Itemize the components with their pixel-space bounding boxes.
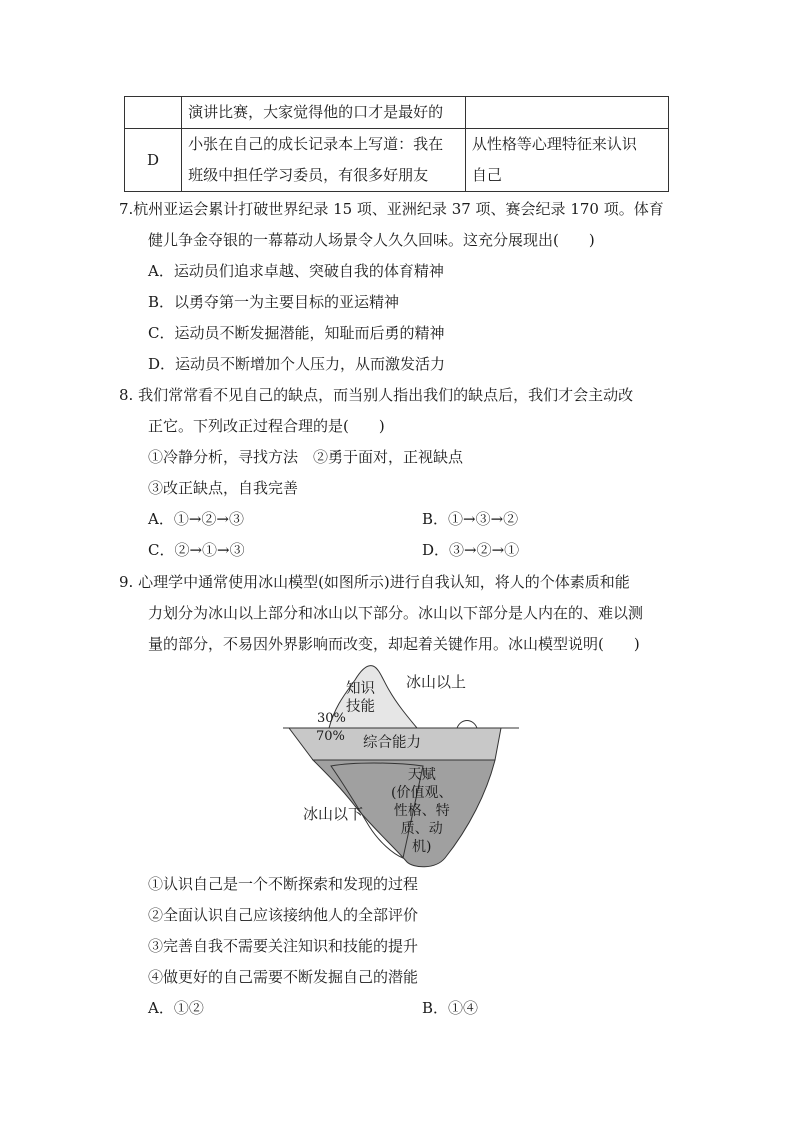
pct-below-label: 70%	[316, 729, 345, 744]
core-label-line: 质、动	[400, 821, 443, 837]
q9-stem-line-2: 力划分为冰山以上部分和冰山以下部分。冰山以下部分是人内在的、难以测	[148, 604, 644, 622]
skills-label	[346, 680, 375, 716]
q9-statement-line-4: ④做更好的自己需要不断发掘自己的潜能	[148, 968, 419, 986]
core-label-line: (价值观、	[391, 785, 453, 801]
method-line: 自己	[471, 166, 502, 184]
q7-option-d: D．运动员不断增加个人压力，从而激发活力	[148, 355, 446, 373]
core-label-line: 天赋	[407, 767, 436, 783]
q7-option-b: B．以勇夺第一为主要目标的亚运精神	[148, 293, 400, 311]
q8-option-b: B．①→③→②	[422, 510, 519, 528]
q8-stem-line-2: 正它。下列改正过程合理的是( )	[148, 417, 385, 435]
skills-label-line: 知识	[346, 681, 375, 697]
q7-stem-line-1: 7.杭州亚运会累计打破世界纪录 15 项、亚洲纪录 37 项、赛会纪录 170 项。体育	[119, 200, 664, 218]
statement-line: 班级中担任学习委员，有很多好朋友	[188, 166, 429, 184]
core-label-line: 性格、特	[393, 803, 450, 819]
core-label	[391, 766, 452, 856]
method-cell	[465, 129, 668, 192]
q8-stem-line-1: 8. 我们常常看不见自己的缺点，而当别人指出我们的缺点后，我们才会主动改	[119, 386, 634, 404]
method-cell	[465, 97, 668, 129]
above-label: 冰山以上	[406, 673, 467, 691]
water-wave	[457, 721, 477, 729]
q9-stem-line-3: 量的部分，不易因外界影响而改变，却起着关键作用。冰山模型说明( )	[148, 635, 640, 653]
statement-cell: 演讲比赛，大家觉得他的口才是最好的	[182, 97, 466, 129]
q9-stem-line-1: 9. 心理学中通常使用冰山模型(如图所示)进行自我认知，将人的个体素质和能	[119, 573, 630, 591]
q9-statement-line-1: ①认识自己是一个不断探索和发现的过程	[148, 875, 419, 893]
row-label-cell: D	[125, 129, 182, 192]
q8-option-d: D．③→②→①	[422, 541, 520, 559]
statement-cell	[182, 129, 466, 192]
q8-statement-line-1: ①冷静分析，寻找方法 ②勇于面对，正视缺点	[148, 448, 464, 466]
q9-statement-line-3: ③完善自我不需要关注知识和技能的提升	[148, 937, 419, 955]
q8-statement-line-2: ③改正缺点，自我完善	[148, 479, 299, 497]
row-label-cell	[125, 97, 182, 129]
ability-label: 综合能力	[363, 735, 421, 751]
skills-label-line: 技能	[346, 699, 375, 715]
answer-table	[124, 96, 669, 192]
q7-option-c: C．运动员不断发掘潜能，知耻而后勇的精神	[148, 324, 445, 342]
table-row	[125, 97, 669, 129]
q8-option-a: A．①→②→③	[148, 510, 244, 528]
q7-option-a: A．运动员们追求卓越、突破自我的体育精神	[148, 262, 444, 280]
statement-line: 小张在自己的成长记录本上写道：我在	[188, 135, 444, 153]
core-label-line: 机)	[412, 839, 432, 855]
pct-above-label: 30%	[317, 711, 346, 726]
q9-statement-line-2: ②全面认识自己应该接纳他人的全部评价	[148, 906, 419, 924]
method-line: 从性格等心理特征来认识	[471, 135, 637, 153]
iceberg-figure	[283, 658, 523, 868]
below-label: 冰山以下	[303, 805, 364, 823]
q9-option-b: B．①④	[422, 999, 479, 1017]
q8-option-c: C．②→①→③	[148, 541, 245, 559]
table-row	[125, 129, 669, 192]
q9-option-a: A．①②	[148, 999, 204, 1017]
q7-stem-line-2: 健儿争金夺银的一幕幕动人场景令人久久回味。这充分展现出( )	[148, 231, 595, 249]
